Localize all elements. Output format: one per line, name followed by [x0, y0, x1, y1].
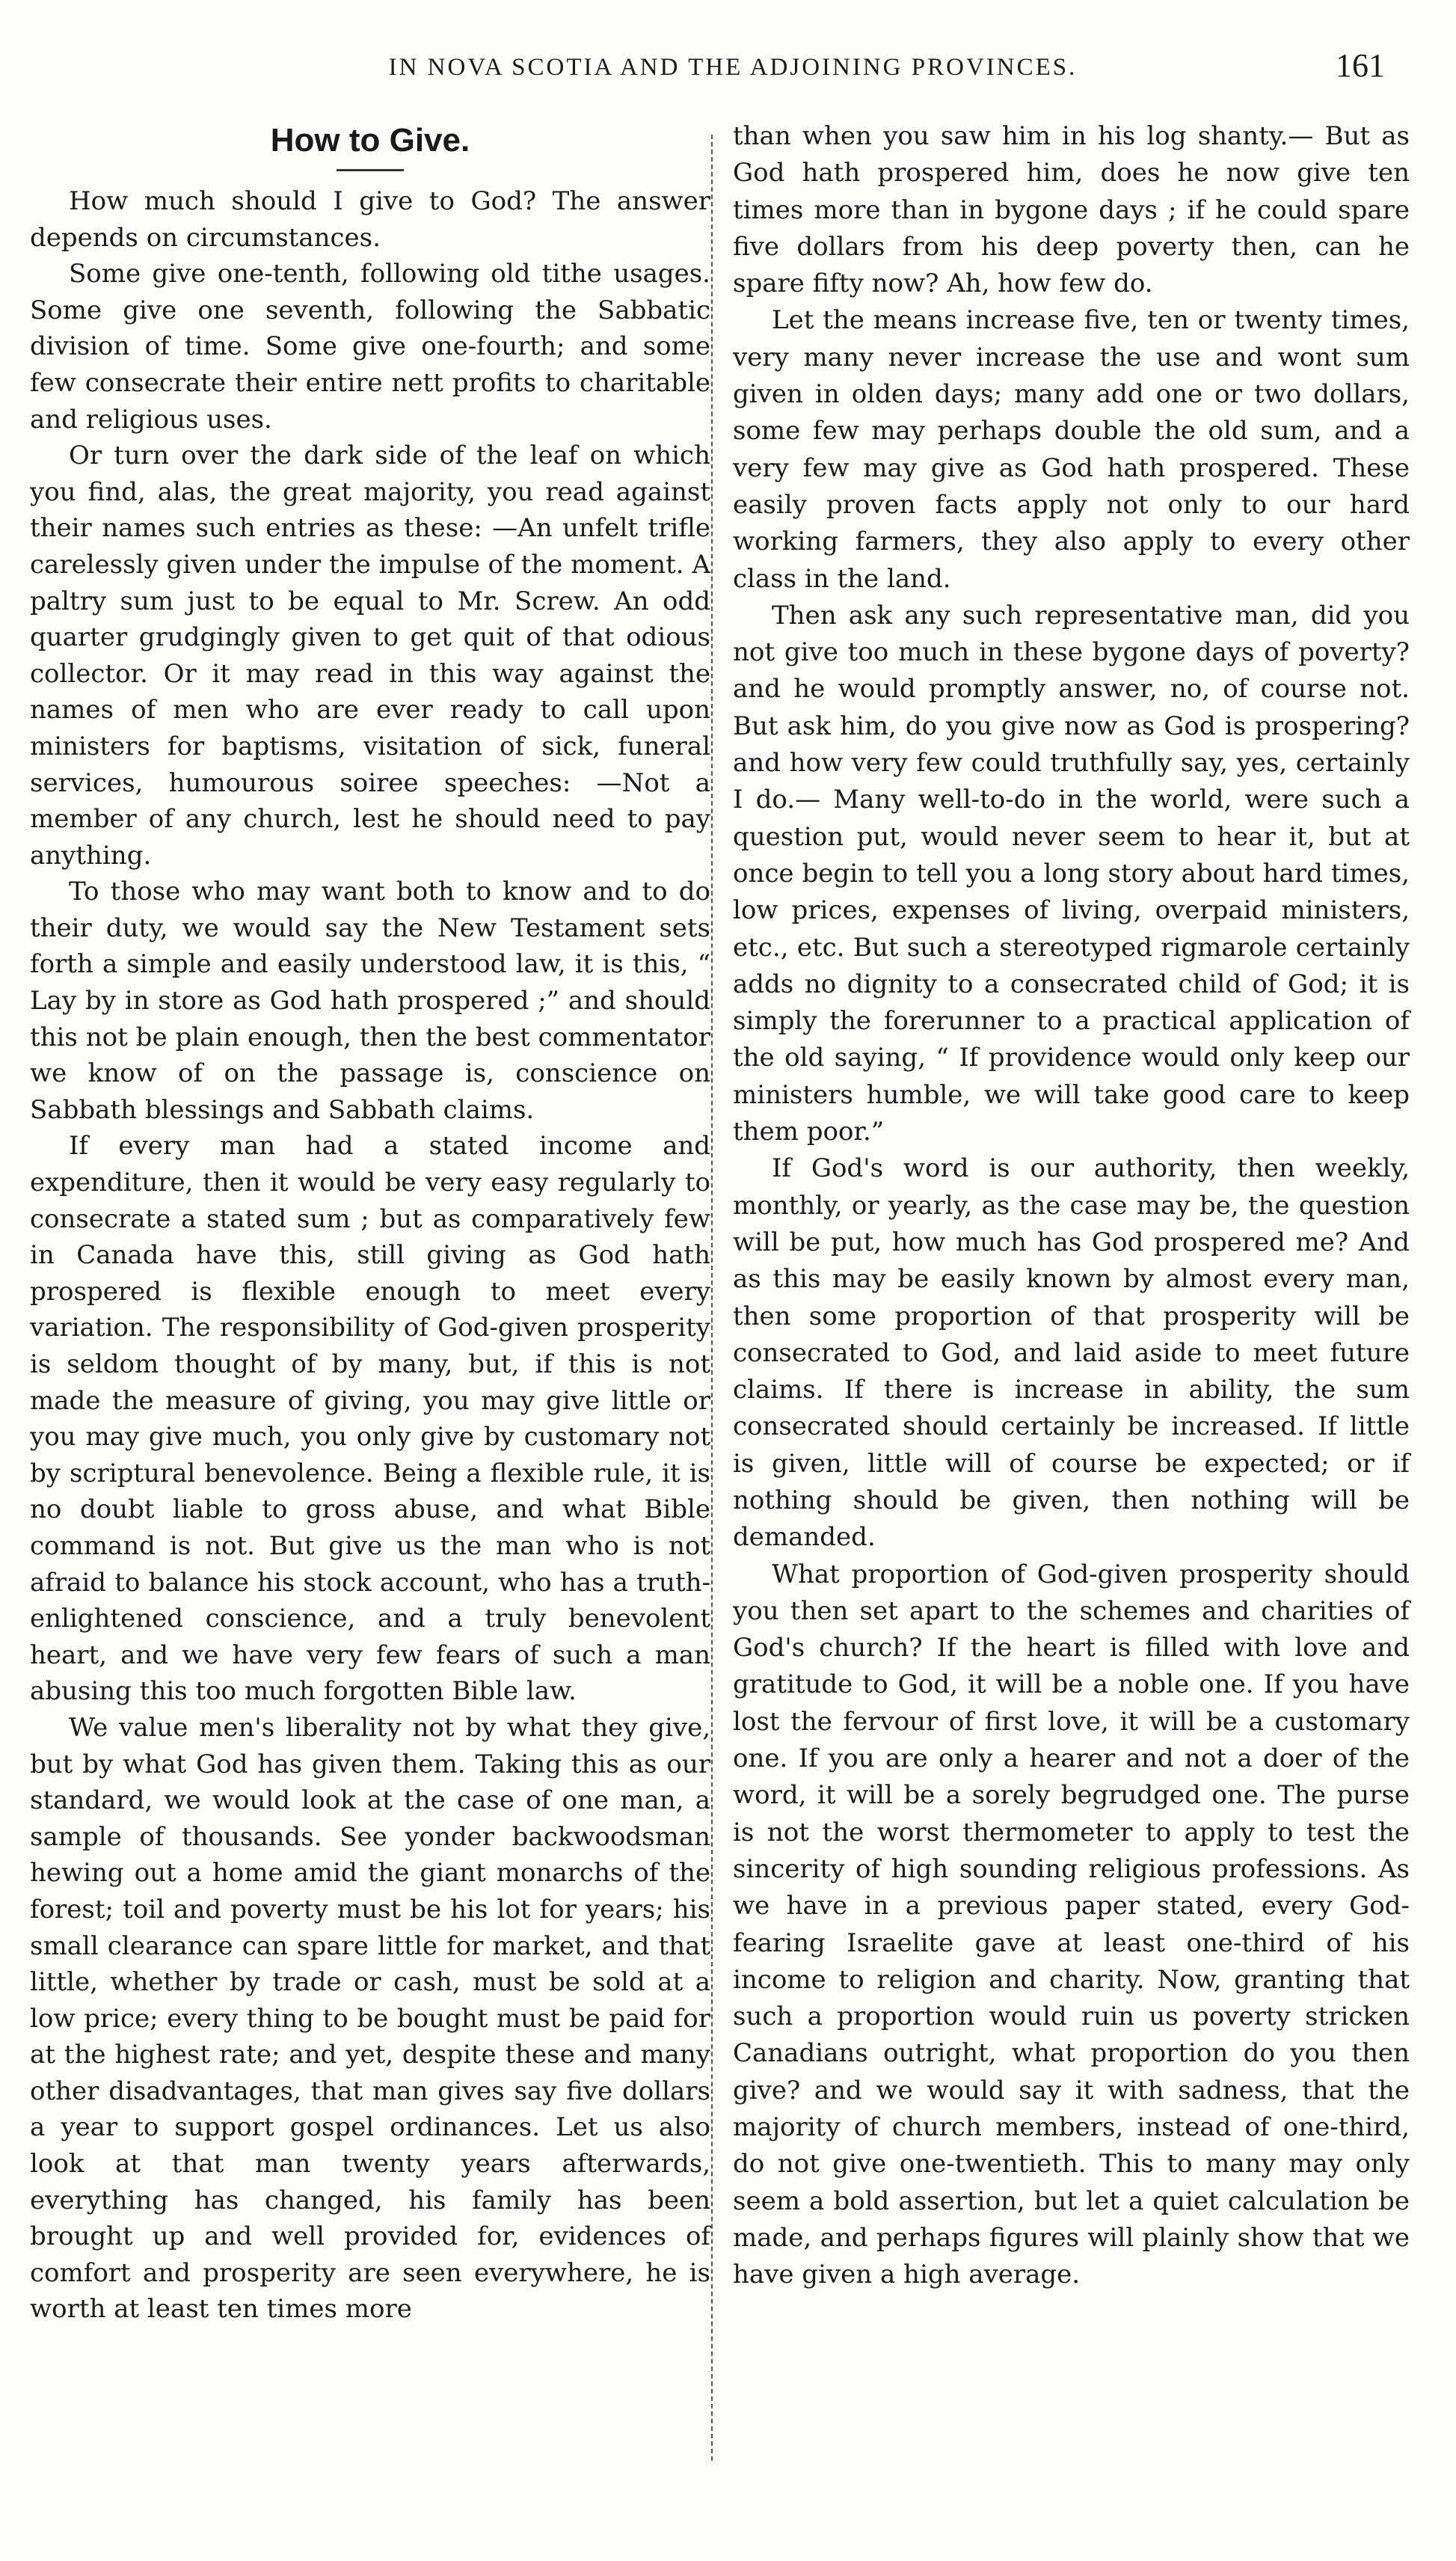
right-column	[733, 118, 1410, 2294]
paragraph: We value men's liberality not by what they give, but by what God has given them. Taking this as our standard, we would look at the case of one man, a sample of thousands. See yonder backwoodsman hewing out a home amid the giant monarchs of the forest; toil and poverty must be his lot for years; his small clearance can spare little for market, and that little, whether by trade or cash, must be sold at a low price; every thing to be bought must be paid for at the highest rate; and yet, despite these and many other disadvantages, that man gives say five dollars a year to support gospel ordinances. Let us also look at that man twenty years afterwards, everything has changed, his family has been brought up and well provided for, evidences of comfort and prosperity are seen everywhere, he is worth at least ten times more	[30, 1712, 710, 2325]
running-head: IN NOVA SCOTIA AND THE ADJOINING PROVINCES.	[388, 54, 1078, 81]
page-number: 161	[1336, 47, 1385, 84]
paragraph: How much should I give to God? The answer depends on circumstances.	[30, 186, 710, 253]
paragraph: If every man had a stated income and expenditure, then it would be very easy regularly to consecrate a stated sum ; but as comparatively few in Canada have this, still giving as God hath prospered is flexible enough to meet every variation. The responsibility of God-given prosperity is seldom thought of by many, but, if this is not made the measure of giving, you may give little or you may give much, you only give by customary not by scriptural benevolence. Being a flexible rule, it is no doubt liable to gross abuse, and what Bible command is not. But give us the man who is not afraid to balance his stock account, who has a truth-enlightened conscience, and a truly benevolent heart, and we have very few fears of such a man abusing this too much forgotten Bible law.	[30, 1131, 710, 1707]
paragraph: Then ask any such representative man, did you not give too much in these bygone days of poverty? and he would promptly answer, no, of course not. But ask him, do you give now as God is prospering? and how very few could truthfully say, yes, certainly I do.— Many well-to-do in the world, were such a question put, would never seem to hear it, but at once begin to tell you a long story about hard times, low prices, expenses of living, overpaid ministers, etc., etc. But such a stereotyped rigmarole certainly adds no dignity to a consecrated child of God; it is simply the forerunner to a practical application of the old saying, “ If providence would only keep our ministers humble, we will take good care to keep them poor.”	[733, 600, 1410, 1147]
article-title: How to Give.	[270, 122, 470, 159]
paragraph: If God's word is our authority, then weekly, monthly, or yearly, as the case may be, the question will be put, how much has God prospered me? And as this may be easily known by almost every man, then some proportion of that prosperity will be consecrated to God, and laid aside to meet future claims. If there is increase in ability, the sum consecrated should certainly be increased. If little is given, little will of course be expected; or if nothing should be given, then nothing will be demanded.	[733, 1153, 1410, 1553]
paragraph: Let the means increase five, ten or twenty times, very many never increase the use and wont sum given in olden days; many add one or two dollars, some few may perhaps double the old sum, and a very few may give as God hath prospered. These easily proven facts apply not only to our hard working farmers, they also apply to every other class in the land.	[733, 305, 1410, 594]
paragraph: To those who may want both to know and to do their duty, we would say the New Testament sets forth a simple and easily understood law, it is this, “ Lay by in store as God hath prospered ;” and should this not be plain enough, then the best commentator we know of on the passage is, conscience on Sabbath blessings and Sabbath claims.	[30, 877, 710, 1125]
paragraph: Or turn over the dark side of the leaf on which you find, alas, the great majority, you read against their names such entries as these: —An unfelt trifle carelessly given under the impulse of the moment. A paltry sum just to be equal to Mr. Screw. An odd quarter grudgingly given to get quit of that odious collector. Or it may read in this way against the names of men who are ever ready to call upon ministers for baptisms, visitation of sick, funeral services, humourous soiree speeches: —Not a member of any church, lest he should need to pay anything.	[30, 441, 710, 871]
column-divider	[711, 135, 713, 2461]
paragraph: What proportion of God-given prosperity should you then set apart to the schemes and charities of God's church? If the heart is filled with love and gratitude to God, it will be a noble one. If you have lost the fervour of first love, it will be a customary one. If you are only a hearer and not a doer of the word, it will be a sorely begrudged one. The purse is not the worst thermometer to apply to test the sincerity of high sounding religious professions. As we have in a previous paper stated, every God-fearing Israelite gave at least one-third of his income to religion and charity. Now, granting that such a proportion would ruin us poverty stricken Canadians outright, what proportion do you then give? and we would say it with sadness, that the majority of church members, instead of one-third, do not give one-twentieth. This to many may only seem a bold assertion, but let a quiet calculation be made, and perhaps figures will plainly show that we have given a high average.	[733, 1559, 1410, 2290]
left-column	[30, 118, 710, 2328]
title-rule	[337, 169, 404, 171]
paragraph-continued: than when you saw him in his log shanty.— But as God hath prospered him, does he now give ten times more than in bygone days ; if he could spare five dollars from his deep poverty then, can he spare fifty now? Ah, how few do.	[733, 121, 1410, 299]
paragraph: Some give one-tenth, following old tithe usages. Some give one seventh, following the Sabbatic division of time. Some give one-fourth; and some few consecrate their entire nett profits to charitable and religious uses.	[30, 259, 710, 435]
